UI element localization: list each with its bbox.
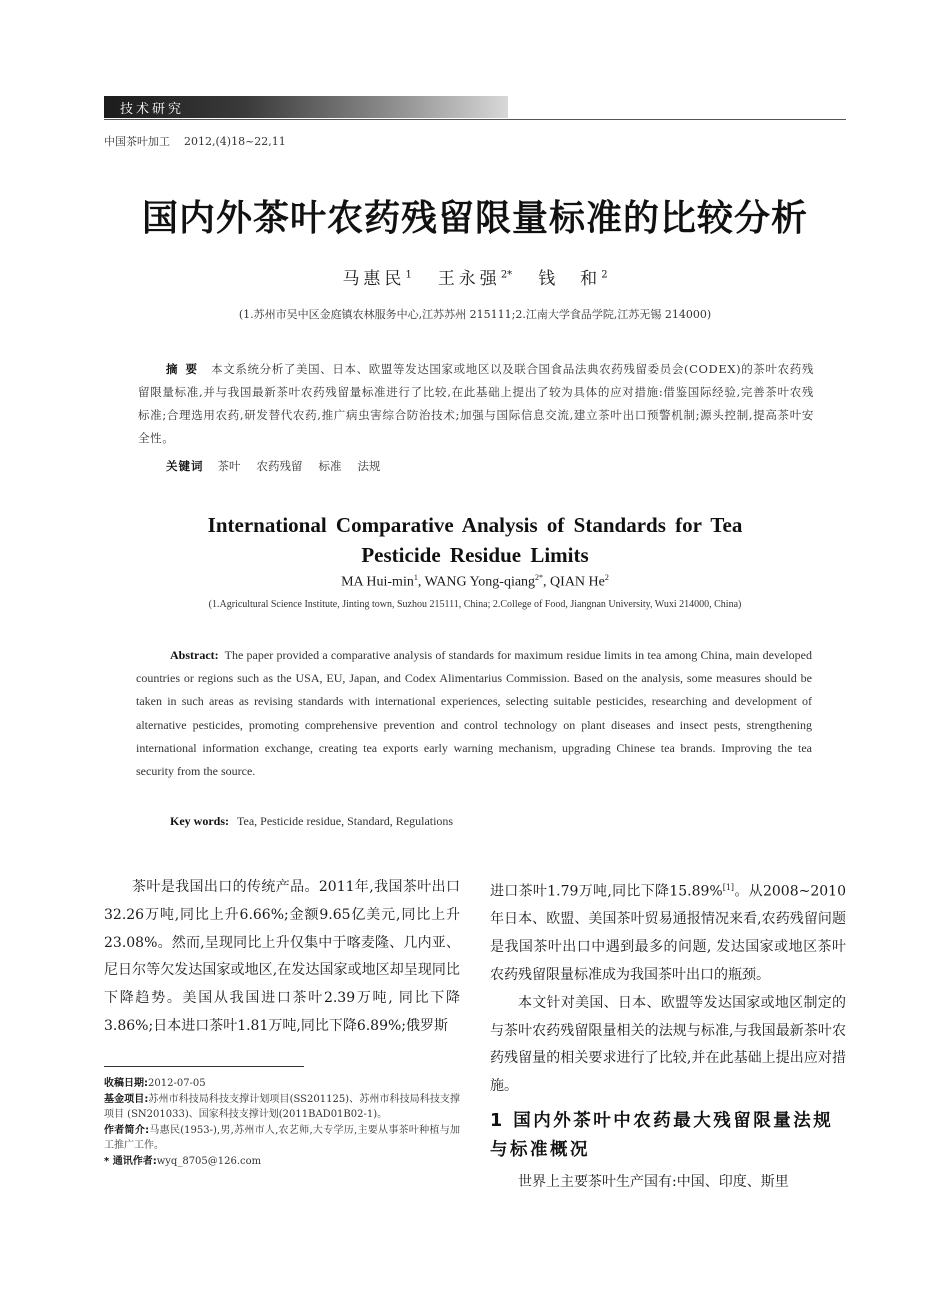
author-cn-name: 马惠民 [342,269,406,289]
author-en-mark: 2 [604,573,609,582]
author-en-mark: 1 [413,573,418,582]
footnote-fund [104,1092,460,1123]
footnote-label: 基金项目: [104,1093,149,1105]
body-paragraph: 世界上主要茶叶生产国有:中国、印度、斯里 [518,1174,789,1191]
affiliation-en: (1.Agricultural Science Institute, Jinting town, Suzhou 215111, China; 2.College of Food, Jiangnan University, Wuxi 214000, China) [208,599,742,610]
keywords-cn [138,458,397,474]
title-en-line2: Pesticide Residue Limits [361,543,589,567]
body-left-column [104,874,460,1041]
keywords-cn-label: 关键词 [166,459,204,473]
author-en-name: MA Hui-min [341,574,414,590]
journal-citation [104,133,286,149]
affiliation-cn: (1.苏州市吴中区金庭镇农林服务中心,江苏苏州 215111;2.江南大学食品学院,江苏无锡 214000) [238,308,712,321]
abstract-en [136,644,812,783]
footnote-corresponding [104,1154,460,1170]
body-text: 进口茶叶1.79万吨,同比下降15.89% [490,883,723,900]
footnote-label: 作者简介: [104,1124,150,1136]
footnote-received [104,1076,460,1092]
section-heading: 1 国内外茶叶中农药最大残留限量法规与标准概况 [490,1111,834,1161]
body-paragraph: 本文针对美国、日本、欧盟等发达国家或地区制定的与茶叶农药残留限量相关的法规与标准,与我国最新茶叶农药残留量的相关要求进行了比较,并在此基础上提出应对措施。 [490,994,846,1095]
keyword-cn: 法规 [357,459,381,473]
footnote-author [104,1123,460,1154]
author-en-name: QIAN He [550,574,605,590]
journal-issue: 2012,(4)18~22,11 [184,135,286,148]
abstract-cn [138,358,814,450]
footnotes [104,1076,460,1170]
keywords-en [170,814,453,829]
title-en [0,510,950,570]
author-en-name: WANG Yong-qiang [424,574,536,590]
author-cn-name: 钱 和 [538,269,602,289]
body-right-column [490,874,846,1197]
authors-cn [0,264,950,289]
abstract-en-text: The paper provided a comparative analysis of standards for maximum residue limits in tea among China, main developed countries or regions such as the USA, EU, Japan, and Codex Alimentarius Commission. Based on the analysis, some measures should be taken in such areas as revising standards with international experiences, selecting suitable pesticides, researching and development of alternative pesticides, promoting comprehensive prevention and control technology on plant diseases and insect pests, strengthening international information exchange, creating tea exports early warning mechanism, upgrading Chinese tea brands. Improving the tea security from the source. [136,648,812,779]
abstract-en-label: Abstract: [170,648,219,662]
author-en-mark: 2* [535,573,544,582]
page-title: 国内外茶叶农药残留限量标准的比较分析 [141,197,808,239]
keywords-en-label: Key words: [170,814,229,828]
footnote-label: * 通讯作者: [104,1155,157,1167]
footnote-rule [104,1066,304,1067]
footnote-label: 收稿日期: [104,1078,148,1089]
keyword-cn: 标准 [318,459,342,473]
footnote-text: wyq_8705@126.com [156,1155,262,1167]
citation-ref: [1] [722,883,735,892]
title-en-line1: International Comparative Analysis of Standards for Tea [207,513,743,537]
body-paragraph: 茶叶是我国出口的传统产品。2011年,我国茶叶出口32.26万吨,同比上升6.66%;金额9.65亿美元,同比上升23.08%。然而,呈现同比上升仅集中于喀麦隆、几内亚、尼日尔等欠发达国家或地区,在发达国家或地区却呈现同比下降趋势。美国从我国进口茶叶2.39万吨, 同比下降3.86%;日本进口茶叶1.81万吨,同比下降6.89%;俄罗斯 [104,879,460,1034]
author-cn-name: 王永强 [437,269,501,289]
author-cn-mark: 1 [405,269,412,281]
keyword-cn: 农药残留 [256,459,303,473]
abstract-cn-text: 本文系统分析了美国、日本、欧盟等发达国家或地区以及联合国食品法典农药残留委员会(CODEX)的茶叶农药残留限量标准,并与我国最新茶叶农药残留量标准进行了比较,在此基础上提出了较为具体的应对措施:借鉴国际经验,完善茶叶农残标准;合理选用农药,研发替代农药,推广病虫害综合防治技术;加强与国际信息交流,建立茶叶出口预警机制;源头控制,提高茶叶安全性。 [138,362,815,445]
body-paragraph [490,874,846,990]
keywords-en-text: Tea, Pesticide residue, Standard, Regulations [237,814,454,828]
body-text: 。从2008~2010年日本、欧盟、美国茶叶贸易通报情况来看,农药残留问题是我国茶叶出口中遇到最多的问题, 发达国家或地区茶叶农药残留限量标准成为我国茶叶出口的瓶颈。 [490,883,846,984]
keyword-cn: 茶叶 [217,459,241,473]
footnote-text: 苏州市科技局科技支撑计划项目(SS201125)、苏州市科技局科技支撑项目 (SN201033)、国家科技支撑计划(2011BAD01B02-1)。 [104,1093,460,1121]
author-cn-mark: 2 [601,269,608,281]
footnote-text: 马惠民(1953-),男,苏州市人,农艺师,大专学历,主要从事茶叶种植与加工推广工作。 [104,1124,461,1152]
author-cn-mark: 2* [500,269,513,281]
journal-name: 中国茶叶加工 [104,135,170,148]
abstract-cn-label: 摘要 [166,362,206,376]
section-banner [104,96,508,118]
footnote-text: 2012-07-05 [148,1078,206,1089]
header-rule [104,119,846,120]
section-label: 技术研究 [120,102,185,117]
authors-en: MA Hui-$\min^1$, WANG Yong-qiang$^{2*}$, QIAN He$^2$ [341,573,609,590]
